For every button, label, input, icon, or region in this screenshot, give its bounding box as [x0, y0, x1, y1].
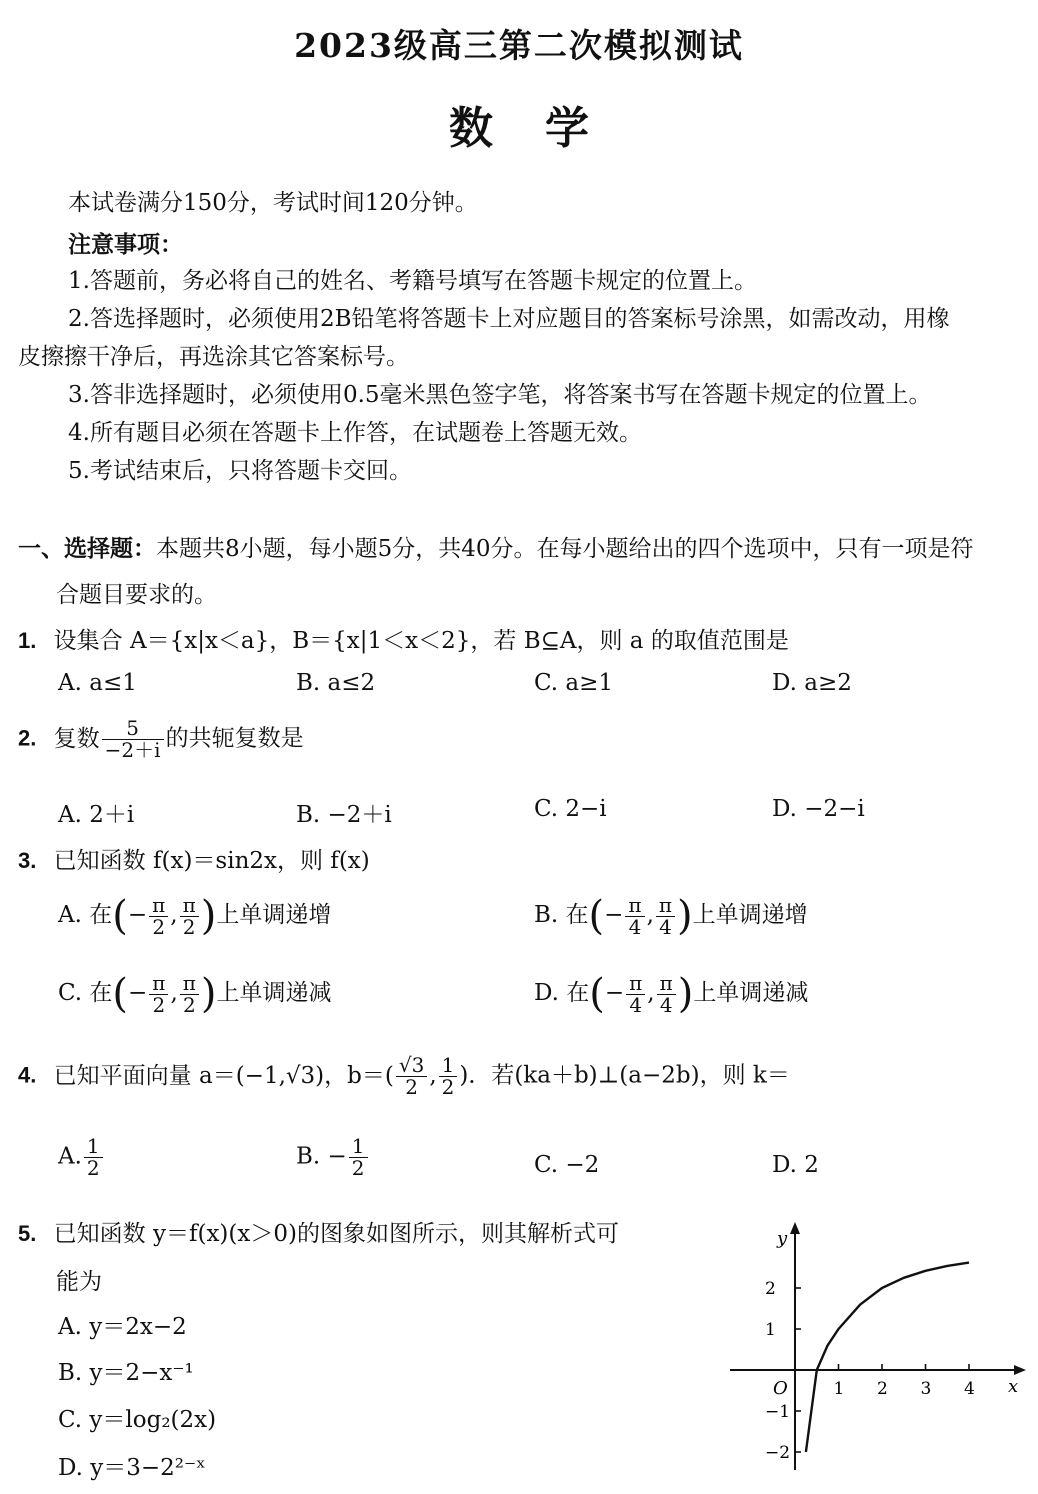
q3-rparen: )	[677, 893, 693, 939]
q2-stem-line	[18, 718, 304, 761]
q4-comma: ,	[429, 1062, 437, 1089]
q2-frac-den: −2＋i	[102, 739, 164, 761]
notice-item-4: 4.所有题目必须在答题卡上作答，在试题卷上答题无效。	[68, 420, 642, 446]
q3-opt-mono: 上单调递减	[693, 980, 809, 1006]
q3-number: 3.	[18, 848, 37, 873]
q3-frac	[656, 892, 675, 939]
q4-frac-den: 2	[396, 1076, 427, 1098]
q3-frac-den: 2	[149, 994, 168, 1016]
subject-title: 数学	[449, 103, 641, 154]
q3-frac	[657, 970, 676, 1017]
q4-option-b[interactable]	[296, 1136, 370, 1179]
notice-item-2-cont: 皮擦擦干净后，再选涂其它答案标号。	[18, 344, 409, 370]
x-axis-arrow	[1014, 1365, 1026, 1375]
q3-option-a[interactable]	[58, 893, 331, 939]
q3-option-d[interactable]	[534, 971, 808, 1017]
q5-stem-line	[18, 1215, 619, 1248]
q4-opt-a-frac	[84, 1136, 103, 1179]
q5-option-b[interactable]: B. y＝2−x⁻¹	[58, 1360, 194, 1386]
q4-option-c[interactable]: C. −2	[534, 1152, 600, 1178]
q3-opt-label: D.	[534, 980, 567, 1006]
q3-opt-in: 在	[89, 980, 113, 1006]
y-tick-label: −1	[765, 1402, 791, 1422]
q3-frac-num: π	[152, 892, 166, 917]
q3-stem: 已知函数 f(x)＝sin2x，则 f(x)	[53, 848, 370, 874]
q4-frac-half	[439, 1055, 458, 1098]
y-tick-label: −2	[765, 1443, 791, 1463]
q3-rparen: )	[200, 893, 217, 939]
q3-frac	[180, 892, 199, 939]
q2-option-d[interactable]: D. −2−i	[772, 796, 865, 822]
q5-option-c[interactable]: C. y＝log₂(2x)	[58, 1407, 217, 1433]
q4-option-d[interactable]: D. 2	[772, 1152, 819, 1178]
q4-frac-den: 2	[349, 1157, 368, 1179]
q4-frac-num: √3	[398, 1053, 425, 1077]
q4-frac-num: 1	[351, 1134, 365, 1158]
q3-opt-label: C.	[58, 980, 90, 1006]
q3-lparen: (	[112, 893, 128, 939]
x-tick-label: 3	[920, 1379, 932, 1399]
q3-frac	[149, 970, 168, 1017]
q3-frac-num: π	[152, 970, 166, 995]
q2-option-c[interactable]: C. 2−i	[534, 796, 607, 822]
section1-line1	[18, 530, 974, 563]
q3-frac-den: 4	[626, 994, 645, 1016]
section1-heading: 一、选择题：	[18, 535, 156, 562]
section1-desc-cont: 合题目要求的。	[56, 582, 217, 608]
q3-comma: ,	[170, 980, 178, 1006]
q3-frac-num: π	[659, 970, 673, 995]
q3-opt-in: 在	[565, 902, 589, 928]
q1-option-c[interactable]: C. a≥1	[534, 670, 614, 696]
y-axis-arrow	[790, 1222, 800, 1234]
x-tick-label: 1	[833, 1379, 845, 1399]
q3-rparen: )	[677, 971, 694, 1017]
q3-minus: −	[127, 902, 148, 928]
notice-item-3: 3.答非选择题时，必须使用0.5毫米黑色签字笔，将答案书写在答题卡规定的位置上。	[68, 382, 932, 408]
q4-option-a[interactable]	[58, 1136, 105, 1179]
q3-opt-mono: 上单调递增	[216, 902, 332, 928]
q4-frac-sqrt3	[396, 1055, 427, 1098]
q4-number: 4.	[18, 1062, 37, 1088]
q3-stem-line	[18, 842, 370, 875]
q3-frac-num: π	[629, 970, 643, 995]
q3-frac-den: 2	[149, 916, 168, 938]
q3-opt-label: B.	[534, 902, 566, 928]
q4-opt-b-label: B. −	[296, 1143, 347, 1170]
q3-frac-num: π	[628, 892, 642, 917]
q3-minus: −	[128, 980, 148, 1006]
q3-frac-den: 2	[180, 916, 199, 938]
x-axis-label: x	[1008, 1376, 1019, 1397]
q2-stem-suffix: 的共轭复数是	[165, 725, 304, 752]
function-curve	[806, 1263, 969, 1452]
q4-frac-den: 2	[84, 1157, 103, 1179]
q1-stem-line	[18, 622, 789, 655]
q3-frac	[625, 892, 644, 939]
q3-comma: ,	[170, 902, 178, 928]
q1-stem: 设集合 A＝{x|x＜a}，B＝{x|1＜x＜2}，若 B⊆A，则 a 的取值范围是	[53, 628, 789, 654]
q2-frac-num: 5	[126, 716, 139, 740]
q3-rparen: )	[200, 971, 217, 1017]
q3-frac-den: 4	[656, 916, 675, 938]
q4-opt-b-frac	[349, 1136, 368, 1179]
q3-option-c[interactable]	[58, 971, 332, 1017]
q5-option-d[interactable]: D. y＝3−2²⁻ˣ	[58, 1455, 206, 1481]
q3-option-b[interactable]	[534, 893, 808, 939]
q3-comma: ,	[647, 980, 655, 1006]
exam-title: 2023级高三第二次模拟测试	[294, 26, 744, 65]
section1-desc: 本题共8小题，每小题5分，共40分。在每小题给出的四个选项中，只有一项是符	[156, 536, 974, 562]
q2-number: 2.	[18, 725, 37, 751]
q2-stem-prefix: 复数	[53, 725, 100, 752]
q3-minus: −	[604, 902, 624, 928]
q5-option-a[interactable]: A. y＝2x−2	[58, 1314, 187, 1340]
q3-frac-den: 4	[625, 916, 644, 938]
q4-opt-a-label: A.	[58, 1143, 82, 1170]
q3-lparen: (	[589, 971, 605, 1017]
q3-opt-mono: 上单调递减	[216, 980, 332, 1006]
q1-option-a[interactable]: A. a≤1	[58, 670, 137, 696]
notice-item-5: 5.考试结束后，只将答题卡交回。	[68, 458, 412, 484]
q2-fraction	[102, 718, 164, 761]
q3-comma: ,	[646, 902, 654, 928]
q2-option-a[interactable]: A. 2＋i	[58, 802, 135, 828]
q4-stem-part1: 已知平面向量 a＝(−1,√3)，b＝(	[53, 1062, 394, 1089]
q4-frac-num: 1	[441, 1053, 455, 1077]
y-axis-label: y	[777, 1228, 788, 1249]
q1-number: 1.	[18, 628, 37, 653]
q3-frac-den: 2	[180, 994, 199, 1016]
q3-frac	[180, 970, 199, 1017]
notice-heading: 注意事项：	[68, 231, 183, 258]
q4-stem-part2: )．若(ka＋b)⊥(a−2b)，则 k＝	[459, 1062, 790, 1089]
q4-stem-line	[18, 1055, 790, 1098]
y-tick-label: 2	[765, 1279, 776, 1299]
notice-item-2: 2.答选择题时，必须使用2B铅笔将答题卡上对应题目的答案标号涂黑，如需改动，用橡	[68, 306, 950, 332]
q3-opt-in: 在	[89, 902, 113, 928]
q5-number: 5.	[18, 1221, 37, 1246]
q5-stem-cont: 能为	[56, 1269, 102, 1295]
q3-lparen: (	[112, 971, 129, 1017]
q3-opt-mono: 上单调递增	[692, 902, 808, 928]
q1-option-b[interactable]: B. a≤2	[296, 670, 376, 696]
origin-label: O	[773, 1378, 788, 1399]
q3-lparen: (	[588, 893, 605, 939]
x-tick-label: 4	[964, 1379, 975, 1399]
y-tick-label: 1	[765, 1320, 776, 1340]
q3-frac-den: 4	[657, 994, 676, 1016]
q5-stem: 已知函数 y＝f(x)(x＞0)的图象如图所示，则其解析式可	[53, 1221, 619, 1247]
notice-item-1: 1.答题前，务必将自己的姓名、考籍号填写在答题卡规定的位置上。	[68, 268, 757, 294]
x-tick-label: 2	[877, 1379, 888, 1399]
q3-frac-num: π	[658, 892, 673, 917]
q4-frac-num: 1	[86, 1134, 100, 1158]
q3-frac-num: π	[182, 892, 196, 917]
q3-frac	[149, 892, 168, 939]
q3-frac-num: π	[182, 970, 196, 995]
q1-option-d[interactable]: D. a≥2	[772, 670, 852, 696]
score-line: 本试卷满分150分，考试时间120分钟。	[68, 190, 478, 216]
q5-function-graph	[722, 1220, 1032, 1490]
q3-opt-label: A.	[58, 902, 90, 928]
q3-frac	[626, 970, 645, 1017]
q2-option-b[interactable]: B. −2＋i	[296, 802, 392, 828]
q3-minus: −	[604, 980, 625, 1006]
q4-frac-den: 2	[439, 1076, 458, 1098]
q3-opt-in: 在	[566, 980, 590, 1006]
